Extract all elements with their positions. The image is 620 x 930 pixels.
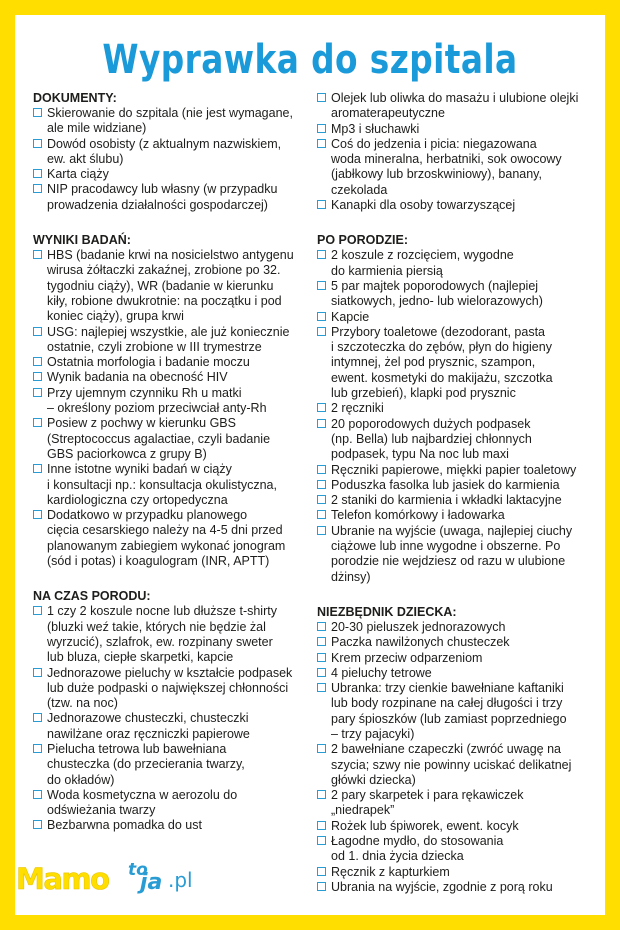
- checklist-item[interactable]: [317, 819, 603, 834]
- checkbox-icon[interactable]: [33, 418, 42, 427]
- logo-to: to: [128, 860, 148, 880]
- checklist-section: [317, 91, 603, 213]
- checklist-item-text: 5 par majtek poporodowych (najlepiej: [331, 278, 539, 293]
- checklist-item-text: Ręcznik z kapturkiem: [331, 864, 450, 879]
- checklist-item-text: 20 poporodowych dużych podpasek: [331, 416, 531, 431]
- checklist-item-text: siatkowych, jedno- lub wielorazowych): [331, 294, 543, 309]
- checklist-item[interactable]: [33, 355, 315, 370]
- checklist-item[interactable]: [317, 508, 603, 523]
- checklist-item-text: Olejek lub oliwka do masażu i ulubione olejki: [331, 91, 579, 105]
- checklist-item-text: lub body rozpinane na całej długości i trzy: [331, 696, 563, 711]
- checklist-item[interactable]: [317, 401, 603, 416]
- checklist-item[interactable]: [317, 137, 603, 198]
- checkbox-icon[interactable]: [33, 464, 42, 473]
- checklist-item-text: ostatnie, czyli zrobione w III trymestrze: [47, 339, 262, 354]
- checklist-item-text: 2 pary skarpetek i para rękawiczek: [331, 788, 524, 803]
- checklist-section: [317, 605, 603, 895]
- checklist-item-text: nawilżane oraz ręczniczki papierowe: [47, 726, 250, 741]
- checkbox-icon[interactable]: [33, 108, 42, 117]
- checkbox-icon[interactable]: [317, 139, 326, 148]
- checkbox-icon[interactable]: [317, 124, 326, 133]
- checklist-item[interactable]: [33, 788, 315, 819]
- checklist-item-text: intymnej, żel pod prysznic, szampon,: [331, 355, 536, 370]
- checklist-item-text: Ubrania na wyjście, zgodnie z porą roku: [331, 879, 553, 894]
- checklist-item-text: Telefon komórkowy i ładowarka: [331, 508, 505, 523]
- checklist-item-text: Jednorazowe pieluchy w kształcie podpasek: [47, 665, 293, 680]
- checklist-item-text: Wynik badania na obecność HIV: [47, 370, 228, 385]
- section-heading: NIEZBĘDNIK DZIECKA:: [317, 604, 457, 619]
- logo-ja: ja: [140, 870, 163, 895]
- checkbox-icon[interactable]: [317, 653, 326, 662]
- checklist-item-text: czekolada: [331, 182, 388, 197]
- checklist-item-text: USG: najlepiej wszystkie, ale już koniecznie: [47, 324, 290, 339]
- checklist-item-text: Kanapki dla osoby towarzyszącej: [331, 198, 516, 213]
- checklist-item-text: porodzie nie wejdziesz od razu w ulubione: [331, 554, 566, 569]
- left-column: [33, 91, 315, 854]
- checklist-item-text: (sód i potas) i koagulogram (INR, APTT): [47, 554, 270, 569]
- checklist-item-text: 2 staniki do karmienia i wkładki laktacyjne: [331, 493, 562, 508]
- checklist-item-text: Karta ciąży: [47, 167, 109, 182]
- checkbox-icon[interactable]: [33, 169, 42, 178]
- checklist-item[interactable]: [317, 122, 603, 137]
- checklist-item[interactable]: [317, 681, 603, 742]
- checklist-item[interactable]: [317, 478, 603, 493]
- checklist-item-text: wirusa żółtaczki zakaźnej, zrobione po 32.: [47, 263, 281, 278]
- checkbox-icon[interactable]: [33, 184, 42, 193]
- checklist-item[interactable]: [33, 818, 315, 833]
- checklist-item-text: Przybory toaletowe (dezodorant, pasta: [331, 324, 546, 339]
- checklist-item[interactable]: [33, 416, 315, 462]
- checklist-item-text: planowanym zabiegiem wykonać jonogram: [47, 538, 286, 553]
- checklist-item[interactable]: [317, 880, 603, 895]
- checklist-item-text: woda mineralna, herbatniki, sok owocowy: [331, 152, 562, 167]
- checklist-item-text: ewent. kosmetyki do makijażu, szczotka: [331, 370, 553, 385]
- checkbox-icon[interactable]: [33, 713, 42, 722]
- checkbox-icon[interactable]: [317, 312, 326, 321]
- checklist-item-text: i konsultacji np.: konsultacja okulistyczna,: [47, 477, 277, 492]
- checkbox-icon[interactable]: [317, 510, 326, 519]
- checklist-item-text: Ubranka: trzy cienkie bawełniane kaftaniki: [331, 681, 564, 696]
- checklist-item[interactable]: [33, 666, 315, 712]
- checklist-item[interactable]: [33, 604, 315, 665]
- checklist-item[interactable]: [317, 417, 603, 463]
- checkbox-icon[interactable]: [33, 790, 42, 799]
- checkbox-icon[interactable]: [33, 388, 42, 397]
- checklist-item-text: kardiologiczna czy ortopedyczna: [47, 492, 228, 507]
- checkbox-icon[interactable]: [33, 372, 42, 381]
- checklist-item-text: HBS (badanie krwi na nosicielstwo antygenu: [47, 248, 294, 263]
- checklist-item[interactable]: [317, 463, 603, 478]
- checklist-item-text: cięcia cesarskiego należy na 4-5 dni przed: [47, 523, 283, 538]
- checklist-item[interactable]: [33, 386, 315, 417]
- checkbox-icon[interactable]: [317, 480, 326, 489]
- checklist-item-text: Mp3 i słuchawki: [331, 121, 420, 136]
- checklist-item-text: aromaterapeutyczne: [331, 106, 445, 121]
- checklist-section: [33, 91, 315, 213]
- checklist-item[interactable]: [317, 91, 603, 122]
- checklist-item-text: do okładów): [47, 772, 115, 787]
- checkbox-icon[interactable]: [317, 403, 326, 412]
- checklist-item-text: 2 koszule z rozcięciem, wygodne: [331, 248, 514, 263]
- checklist-item-text: prowadzenia działalności gospodarczej): [47, 197, 268, 212]
- checklist-item-text: wyrzucić), szlafrok, ew. rozpinany sweter: [47, 634, 273, 649]
- checklist-item-text: Poduszka fasolka lub jasiek do karmienia: [331, 477, 560, 492]
- checklist-section: [317, 233, 603, 585]
- checklist-item-text: – określony poziom przeciwciał anty-Rh: [47, 401, 267, 416]
- checklist-item-text: podpasek, typu Na noc lub maxi: [331, 447, 509, 462]
- checkbox-icon[interactable]: [317, 622, 326, 631]
- checkbox-icon[interactable]: [33, 250, 42, 259]
- checklist-item[interactable]: [317, 865, 603, 880]
- checklist-item-text: Posiew z pochwy w kierunku GBS: [47, 416, 236, 431]
- checklist-item-text: Coś do jedzenia i picia: niegazowana: [331, 136, 537, 151]
- checkbox-icon[interactable]: [317, 93, 326, 102]
- checkbox-icon[interactable]: [317, 526, 326, 535]
- checklist-item-text: i szczoteczka do zębów, płyn do higieny: [331, 340, 552, 355]
- checklist-item[interactable]: [317, 651, 603, 666]
- checklist-item-text: lub duże podpaski o największej chłonności: [47, 680, 289, 695]
- checklist-item-text: główki dziecka): [331, 772, 416, 787]
- checklist-item[interactable]: [317, 325, 603, 401]
- checkbox-icon[interactable]: [317, 419, 326, 428]
- checkbox-icon[interactable]: [317, 744, 326, 753]
- checkbox-icon[interactable]: [317, 683, 326, 692]
- checklist-item[interactable]: [33, 248, 315, 324]
- checklist-item-text: tygodniu ciąży), WR (badanie w kierunku: [47, 278, 274, 293]
- checklist-item-text: pary śpioszków (lub zamiast poprzedniego: [331, 711, 567, 726]
- checklist-item-text: (jabłkowy lub brzoskwiniowy), banany,: [331, 167, 542, 182]
- checklist-item-text: lub bluza, ciepłe skarpetki, kapcie: [47, 650, 234, 665]
- section-heading: DOKUMENTY:: [33, 91, 117, 105]
- checklist-item[interactable]: [317, 620, 603, 635]
- mamotoja-logo: [16, 858, 216, 898]
- checklist-section: [33, 233, 315, 569]
- checklist-item-text: (tzw. na noc): [47, 696, 118, 711]
- checkbox-icon[interactable]: [33, 357, 42, 366]
- checklist-item-text: „niedrapek”: [331, 803, 395, 818]
- logo-main: Mamo: [16, 862, 109, 896]
- checklist-item-text: NIP pracodawcy lub własny (w przypadku: [47, 182, 278, 197]
- checklist-item-text: lub grzebień), klapki pod prysznic: [331, 386, 516, 401]
- checklist-item-text: Ostatnia morfologia i badanie moczu: [47, 355, 250, 370]
- checklist-item-text: (Streptococcus agalactiae, czyli badanie: [47, 431, 271, 446]
- checklist-item-text: Krem przeciw odparzeniom: [331, 650, 483, 665]
- checkbox-icon[interactable]: [317, 465, 326, 474]
- checklist-item-text: Inne istotne wyniki badań w ciąży: [47, 462, 232, 477]
- checklist-item-text: szycia; szwy nie powinny uciskać delikatnej: [331, 757, 572, 772]
- checkbox-icon[interactable]: [317, 200, 326, 209]
- section-heading: WYNIKI BADAŃ:: [33, 233, 131, 248]
- checklist-item-text: Dodatkowo w przypadku planowego: [47, 508, 248, 523]
- checkbox-icon[interactable]: [317, 882, 326, 891]
- checklist-item-text: do karmienia piersią: [331, 263, 443, 278]
- checklist-item[interactable]: [317, 635, 603, 650]
- checklist-item[interactable]: [317, 834, 603, 865]
- checklist-item-text: Paczka nawilżonych chusteczek: [331, 635, 510, 650]
- checkbox-icon[interactable]: [317, 495, 326, 504]
- checklist-item-text: 4 pieluchy tetrowe: [331, 665, 432, 680]
- checkbox-icon[interactable]: [33, 820, 42, 829]
- checklist-item[interactable]: [33, 137, 315, 168]
- checkbox-icon[interactable]: [317, 281, 326, 290]
- checkbox-icon[interactable]: [33, 668, 42, 677]
- checklist-item[interactable]: [317, 524, 603, 585]
- checklist-item[interactable]: [33, 508, 315, 569]
- checkbox-icon[interactable]: [33, 327, 42, 336]
- checkbox-icon[interactable]: [33, 139, 42, 148]
- page-title: Wyprawka do szpitala: [102, 37, 518, 83]
- checkbox-icon[interactable]: [317, 821, 326, 830]
- checklist-item-text: Woda kosmetyczna w aerozolu do: [47, 787, 238, 802]
- checklist-item[interactable]: [317, 666, 603, 681]
- section-heading: PO PORODZIE:: [317, 233, 408, 248]
- checklist-item-text: ew. akt ślubu): [47, 151, 124, 166]
- checklist-item-text: koniec ciąży), grupa krwi: [47, 309, 184, 324]
- checkbox-icon[interactable]: [317, 790, 326, 799]
- checkbox-icon[interactable]: [317, 867, 326, 876]
- checklist-item[interactable]: [33, 325, 315, 356]
- checklist-sheet: [15, 15, 605, 915]
- checklist-item-text: dżinsy): [331, 569, 371, 584]
- checklist-item-text: kiły, robione dwukrotnie: na początku i pod: [47, 293, 282, 308]
- checkbox-icon[interactable]: [317, 250, 326, 259]
- checklist-item-text: chusteczka (do przecierania twarzy,: [47, 757, 245, 772]
- checklist-item-text: Kapcie: [331, 309, 370, 324]
- logo-pl: .pl: [168, 868, 193, 892]
- checkbox-icon[interactable]: [33, 510, 42, 519]
- checklist-item[interactable]: [33, 106, 315, 137]
- checklist-item-text: 2 bawełniane czapeczki (zwróć uwagę na: [331, 742, 561, 757]
- right-column: [317, 91, 603, 915]
- checklist-item-text: 20-30 pieluszek jednorazowych: [331, 619, 506, 634]
- checklist-item[interactable]: [317, 788, 603, 819]
- checklist-item[interactable]: [317, 248, 603, 279]
- checklist-item[interactable]: [317, 310, 603, 325]
- checklist-item[interactable]: [33, 462, 315, 508]
- checklist-item-text: Bezbarwna pomadka do ust: [47, 818, 202, 833]
- checklist-item-text: Przy ujemnym czynniku Rh u matki: [47, 385, 242, 400]
- checklist-item[interactable]: [33, 711, 315, 742]
- checklist-item[interactable]: [33, 742, 315, 788]
- checkbox-icon[interactable]: [33, 744, 42, 753]
- checklist-item-text: (np. Bella) lub najbardziej chłonnych: [331, 431, 532, 446]
- checklist-item-text: 1 czy 2 koszule nocne lub dłuższe t-shirty: [47, 604, 277, 619]
- checklist-item[interactable]: [33, 182, 315, 213]
- checklist-item-text: 2 ręczniki: [331, 401, 384, 416]
- checklist-item[interactable]: [317, 198, 603, 213]
- checklist-item[interactable]: [33, 370, 315, 385]
- checklist-item-text: Ubranie na wyjście (uwaga, najlepiej ciuchy: [331, 523, 573, 538]
- checklist-item[interactable]: [317, 493, 603, 508]
- checkbox-icon[interactable]: [317, 668, 326, 677]
- checkbox-icon[interactable]: [317, 327, 326, 336]
- checklist-item-text: odświeżania twarzy: [47, 803, 156, 818]
- checklist-item-text: GBS paciorkowca z grupy B): [47, 446, 207, 461]
- checklist-item-text: (bluzki weź takie, których nie będzie żal: [47, 619, 266, 634]
- checklist-item-text: – trzy pajacyki): [331, 726, 415, 741]
- checkbox-icon[interactable]: [317, 836, 326, 845]
- checklist-item-text: ciążowe lub inne wygodne i obszerne. Po: [331, 539, 561, 554]
- section-heading: NA CZAS PORODU:: [33, 589, 151, 604]
- checklist-item-text: Skierowanie do szpitala (nie jest wymagane,: [47, 106, 293, 120]
- checklist-item-text: ale mile widziane): [47, 121, 147, 136]
- checklist-item-text: Łagodne mydło, do stosowania: [331, 834, 504, 849]
- checklist-item[interactable]: [317, 279, 603, 310]
- checkbox-icon[interactable]: [317, 637, 326, 646]
- checklist-item-text: od 1. dnia życia dziecka: [331, 849, 464, 864]
- checklist-item-text: Dowód osobisty (z aktualnym nazwiskiem,: [47, 136, 282, 151]
- checklist-item[interactable]: [317, 742, 603, 788]
- checklist-item[interactable]: [33, 167, 315, 182]
- checklist-item-text: Jednorazowe chusteczki, chusteczki: [47, 711, 249, 726]
- checklist-section: [33, 589, 315, 833]
- checkbox-icon[interactable]: [33, 606, 42, 615]
- checklist-item-text: Pielucha tetrowa lub bawełniana: [47, 741, 227, 756]
- checklist-item-text: Ręczniki papierowe, miękki papier toaletowy: [331, 462, 577, 477]
- checklist-item-text: Rożek lub śpiworek, ewent. kocyk: [331, 818, 519, 833]
